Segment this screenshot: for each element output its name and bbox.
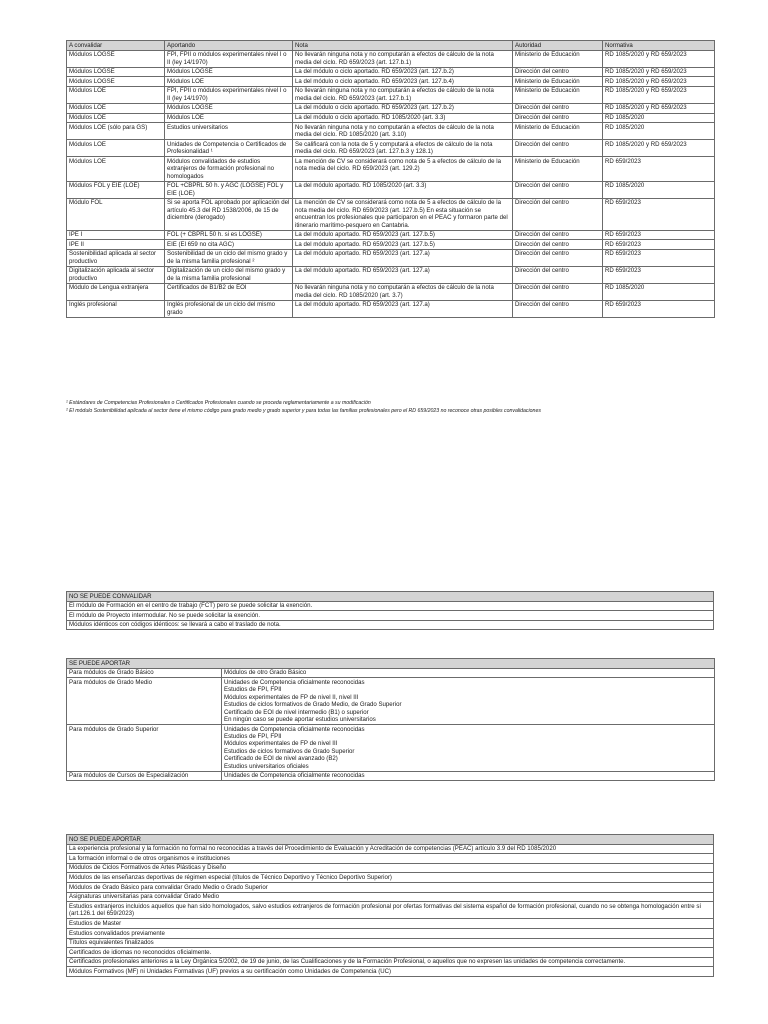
table-cell: Módulos LOE — [67, 140, 165, 157]
table-cell: No llevarán ninguna nota y no computarán a efectos de cálculo de la nota media del ciclo. RD 659/2023 (art. 127.b.1) — [293, 86, 513, 103]
se-puede-aportar-table — [66, 658, 715, 781]
table-row — [67, 103, 715, 113]
table-cell: Inglés profesional — [67, 300, 165, 317]
table-cell: RD 1085/2020 y RD 659/2023 — [603, 67, 715, 77]
table-cell: Dirección del centro — [513, 113, 603, 123]
table-cell: Dirección del centro — [513, 181, 603, 198]
table-cell: Dirección del centro — [513, 230, 603, 240]
table-row — [67, 678, 715, 725]
table-cell: FOL (+ CBPRL 50 h. si es LOGSE) — [165, 230, 293, 240]
column-header: Nota — [293, 41, 513, 51]
table-row — [67, 249, 715, 266]
column-header: Aportando — [165, 41, 293, 51]
column-header: A convalidar — [67, 41, 165, 51]
table-cell: La del módulo o ciclo aportado. RD 1085/2020 (art. 3.3) — [293, 113, 513, 123]
table-cell: El módulo de Formación en el centro de trabajo (FCT) pero se puede solicitar la exención. — [67, 601, 714, 611]
table-cell: Ministerio de Educación — [513, 50, 603, 67]
table-row — [67, 181, 715, 198]
table-cell: La del módulo aportado. RD 659/2023 (art. 127.a) — [293, 300, 513, 317]
table-cell: La del módulo o ciclo aportado. RD 659/2023 (art. 127.b.2) — [293, 103, 513, 113]
footnotes — [66, 400, 746, 416]
table-row — [67, 86, 715, 103]
table-row — [67, 668, 715, 678]
list-item: Módulos de otro Grado Básico — [224, 669, 307, 677]
column-header: Normativa — [603, 41, 715, 51]
table-cell: Títulos equivalentes finalizados — [67, 938, 714, 948]
table-cell: Certificados profesionales anteriores a la Ley Orgánica 5/2002, de 19 de junio, de las Cualificaciones y de la Formación Profesional, o aquellos que no expresen las unidades de competencia correctamente. — [67, 957, 714, 967]
table-cell: IPE II — [67, 240, 165, 250]
table-cell: RD 1085/2020 — [603, 113, 715, 123]
section-title: SE PUEDE APORTAR — [67, 659, 715, 669]
table-cell: No llevarán ninguna nota y no computarán a efectos de cálculo de la nota media del ciclo. RD 1085/2020 (art. 3.7) — [293, 283, 513, 300]
table-cell: RD 659/2023 — [603, 230, 715, 240]
table-row — [67, 198, 715, 230]
table-cell: La del módulo aportado. RD 1085/2020 (art. 3.3) — [293, 181, 513, 198]
table-cell: RD 659/2023 — [603, 157, 715, 181]
table-row — [67, 611, 714, 621]
table-cell: Módulos LOE — [67, 157, 165, 181]
table-cell: RD 1085/2020 y RD 659/2023 — [603, 77, 715, 87]
table-cell: La mención de CV se considerará como nota de 5 a efectos de cálculo de la nota media del ciclo. RD 659/2023 (art. 127.b.5) En esta situación se encuentran los profesionales que participaron en el PEAC y formaron parte del itinerario marítimo-pesquero en Cantabria. — [293, 198, 513, 230]
table-cell: Módulos de las enseñanzas deportivas de régimen especial (títulos de Técnico Deportivo y Técnico Deportivo Superior) — [67, 873, 714, 883]
table-cell: Ministerio de Educación — [513, 86, 603, 103]
table-row — [67, 902, 714, 919]
table-row — [67, 266, 715, 283]
table-row — [67, 854, 714, 864]
column-header: Autoridad — [513, 41, 603, 51]
table-row — [67, 601, 714, 611]
row-items — [222, 724, 715, 771]
table-cell: Dirección del centro — [513, 266, 603, 283]
table-cell: La experiencia profesional y la formación no formal no reconocidas a través del Procedimiento de Evaluación y Acreditación de competencias (PEAC) artículo 3.9 del RD 1085/2020 — [67, 844, 714, 854]
table-cell: Módulos LOGSE — [67, 50, 165, 67]
list-item: Estudios de FPI, FPII — [224, 732, 282, 740]
table-cell: La del módulo aportado. RD 659/2023 (art. 127.a) — [293, 266, 513, 283]
row-label: Para módulos de Grado Básico — [67, 668, 222, 678]
table-row — [67, 883, 714, 893]
row-items — [222, 771, 715, 781]
table-row — [67, 873, 714, 883]
table-row — [67, 157, 715, 181]
no-aportar-table — [66, 834, 714, 977]
list-item: Estudios de FPI, FPII — [224, 686, 282, 694]
table-row — [67, 67, 715, 77]
table-cell: Dirección del centro — [513, 198, 603, 230]
convalidation-table — [66, 40, 715, 318]
table-row — [67, 938, 714, 948]
table-cell: Módulos Formativos (MF) ni Unidades Formativas (UF) previos a su certificación como Unidades de Competencia (UC) — [67, 967, 714, 977]
table-cell: Módulos LOGSE — [165, 103, 293, 113]
table-cell: La del módulo aportado. RD 659/2023 (art. 127.a) — [293, 249, 513, 266]
convalidation-header-row — [67, 41, 715, 51]
list-item: En ningún caso se puede aportar estudios universitarios — [224, 715, 376, 723]
list-item: Estudios de ciclos formativos de Grado Superior — [224, 747, 355, 755]
list-item: Unidades de Competencia oficialmente reconocidas — [224, 772, 365, 780]
table-row — [67, 240, 715, 250]
list-item: Certificado de EOI de nivel intermedio (B1) o superior — [224, 708, 369, 716]
list-item: Unidades de Competencia oficialmente reconocidas — [224, 678, 365, 686]
table-cell: Ministerio de Educación — [513, 77, 603, 87]
table-cell: Módulos LOGSE — [165, 67, 293, 77]
table-cell: RD 659/2023 — [603, 240, 715, 250]
table-cell: Módulos LOGSE — [67, 77, 165, 87]
table-cell: Dirección del centro — [513, 300, 603, 317]
row-items — [222, 668, 715, 678]
list-item: Estudios universitarios oficiales — [224, 762, 309, 770]
list-item: Estudios de ciclos formativos de Grado Medio, de Grado Superior — [224, 701, 402, 709]
list-item: Certificado de EOI de nivel avanzado (B2) — [224, 755, 338, 763]
table-row — [67, 771, 715, 781]
table-row — [67, 928, 714, 938]
table-row — [67, 724, 715, 771]
table-cell: Módulos LOE (sólo para GS) — [67, 123, 165, 140]
table-row — [67, 892, 714, 902]
table-row — [67, 844, 714, 854]
table-cell: RD 1085/2020 — [603, 181, 715, 198]
table-cell: La mención de CV se considerará como nota de 5 a efectos de cálculo de la nota media del ciclo. RD 659/2023 (art. 129.2) — [293, 157, 513, 181]
table-row — [67, 113, 715, 123]
table-cell: Dirección del centro — [513, 249, 603, 266]
table-row — [67, 620, 714, 630]
table-cell: Módulos idénticos con códigos idénticos: se llevará a cabo el traslado de nota. — [67, 620, 714, 630]
table-cell: Certificados de B1/B2 de EOI — [165, 283, 293, 300]
table-cell: Módulos de Grado Básico para convalidar Grado Medio o Grado Superior — [67, 883, 714, 893]
table-cell: Ministerio de Educación — [513, 123, 603, 140]
table-cell: RD 1085/2020 — [603, 283, 715, 300]
table-row — [67, 967, 714, 977]
row-label: Para módulos de Grado Superior — [67, 724, 222, 771]
table-cell: RD 659/2023 — [603, 249, 715, 266]
table-cell: RD 659/2023 — [603, 266, 715, 283]
table-cell: Módulos LOE — [67, 103, 165, 113]
table-cell: FOL +CBPRL 50 h. y AGC (LOGSE) FOL y EIE (LOE) — [165, 181, 293, 198]
table-cell: Se calificará con la nota de 5 y computará a efectos de cálculo de la nota media del ciclo. RD 659/2023 (art. 127.b.3 y 128.1) — [293, 140, 513, 157]
table-cell: RD 1085/2020 y RD 659/2023 — [603, 103, 715, 113]
footnote: ¹ Estándares de Competencias Profesionales o Certificados Profesionales cuando se proceda reglamentariamente a su modificación — [66, 400, 371, 406]
table-cell: Certificados de idiomas no reconocidos oficialmente. — [67, 948, 714, 958]
table-cell: Asignaturas universitarias para convalidar Grado Medio — [67, 892, 714, 902]
table-cell: La formación informal o de otros organismos e instituciones — [67, 854, 714, 864]
section-title: NO SE PUEDE CONVALIDAR — [67, 592, 714, 602]
table-cell: La del módulo o ciclo aportado. RD 659/2023 (art. 127.b.2) — [293, 67, 513, 77]
table-cell: Si se aporta FOL aprobado por aplicación del artículo 45.3 del RD 1538/2006, de 15 de diciembre (derogado) — [165, 198, 293, 230]
list-item: Unidades de Competencia oficialmente reconocidas — [224, 725, 365, 733]
section-title: NO SE PUEDE APORTAR — [67, 835, 714, 845]
table-row — [67, 283, 715, 300]
table-cell: Módulos LOE — [67, 113, 165, 123]
table-row — [67, 77, 715, 87]
list-item: Módulos experimentales de FP de nivel II, nivel III — [224, 693, 359, 701]
table-cell: Sostenibilidad aplicada al sector productivo — [67, 249, 165, 266]
table-cell: RD 659/2023 — [603, 198, 715, 230]
table-cell: IPE I — [67, 230, 165, 240]
table-cell: Módulos de Ciclos Formativos de Artes Plásticas y Diseño — [67, 863, 714, 873]
table-row — [67, 948, 714, 958]
table-cell: RD 1085/2020 y RD 659/2023 — [603, 86, 715, 103]
table-cell: La del módulo o ciclo aportado. RD 659/2023 (art. 127.b.4) — [293, 77, 513, 87]
table-cell: Dirección del centro — [513, 283, 603, 300]
table-cell: Dirección del centro — [513, 67, 603, 77]
table-cell: EIE (El 659 no cita AGC) — [165, 240, 293, 250]
table-cell: Sostenibilidad de un ciclo del mismo grado y de la misma familia profesional ² — [165, 249, 293, 266]
table-cell: Módulos LOE — [165, 77, 293, 87]
table-cell: FPI, FPII o módulos experimentales nivel I o II (ley 14/1970) — [165, 50, 293, 67]
table-cell: Ministerio de Educación — [513, 157, 603, 181]
table-cell: Dirección del centro — [513, 140, 603, 157]
table-cell: No llevarán ninguna nota y no computarán a efectos de cálculo de la nota media del ciclo. RD 1085/2020 (art. 3.10) — [293, 123, 513, 140]
row-label: Para módulos de Cursos de Especialización — [67, 771, 222, 781]
table-row — [67, 919, 714, 929]
list-item: Módulos experimentales de FP de nivel III — [224, 740, 338, 748]
table-cell: Estudios de Master — [67, 919, 714, 929]
no-convalidar-table — [66, 591, 714, 630]
table-cell: Módulos LOGSE — [67, 67, 165, 77]
table-cell: Módulos LOE — [165, 113, 293, 123]
table-row — [67, 863, 714, 873]
table-cell: RD 1085/2020 y RD 659/2023 — [603, 140, 715, 157]
table-row — [67, 957, 714, 967]
table-cell: Módulos convalidados de estudios extranjeros de formación profesional no homologados — [165, 157, 293, 181]
table-cell: Dirección del centro — [513, 240, 603, 250]
table-cell: Digitalización de un ciclo del mismo grado y de la misma familia profesional — [165, 266, 293, 283]
table-cell: Módulos LOE — [67, 86, 165, 103]
table-cell: Unidades de Competencia o Certificados de Profesionalidad ¹ — [165, 140, 293, 157]
table-cell: RD 659/2023 — [603, 300, 715, 317]
table-row — [67, 300, 715, 317]
footnote: ² El módulo Sostenibilidad aplicada al sector tiene el mismo código para grado medio y grado superior y para todas las familias profesionales pero el RD 659/2023 no reconoce otras posibles convalidaciones — [66, 407, 541, 414]
table-cell: Módulos FOL y EIE (LOE) — [67, 181, 165, 198]
table-row — [67, 140, 715, 157]
table-cell: No llevarán ninguna nota y no computarán a efectos de cálculo de la nota media del ciclo. RD 659/2023 (art. 127.b.1) — [293, 50, 513, 67]
table-cell: Módulo de Lengua extranjera — [67, 283, 165, 300]
table-cell: El módulo de Proyecto intermodular. No se puede solicitar la exención. — [67, 611, 714, 621]
table-row — [67, 123, 715, 140]
table-cell: Digitalización aplicada al sector productivo — [67, 266, 165, 283]
table-cell: RD 1085/2020 — [603, 123, 715, 140]
table-cell: La del módulo aportado. RD 659/2023 (art. 127.b.5) — [293, 230, 513, 240]
table-cell: RD 1085/2020 y RD 659/2023 — [603, 50, 715, 67]
table-cell: FPI, FPII o módulos experimentales nivel I o II (ley 14/1970) — [165, 86, 293, 103]
table-cell: Estudios extranjeros incluidos aquellos que han sido homologados, salvo estudios extranjeros de formación profesional por ofertas formativas del sistema español de formación profesional, cuando no se obtenga homologación entre sí (art.126.1 del 659/2023) — [67, 902, 714, 919]
table-cell: Dirección del centro — [513, 103, 603, 113]
table-cell: Módulo FOL — [67, 198, 165, 230]
table-cell: Estudios convalidados previamente — [67, 928, 714, 938]
table-cell: Inglés profesional de un ciclo del mismo grado — [165, 300, 293, 317]
table-cell: Estudios universitarios — [165, 123, 293, 140]
table-cell: La del módulo aportado. RD 659/2023 (art. 127.b.5) — [293, 240, 513, 250]
row-label: Para módulos de Grado Medio — [67, 678, 222, 725]
row-items — [222, 678, 715, 725]
table-row — [67, 230, 715, 240]
table-row — [67, 50, 715, 67]
